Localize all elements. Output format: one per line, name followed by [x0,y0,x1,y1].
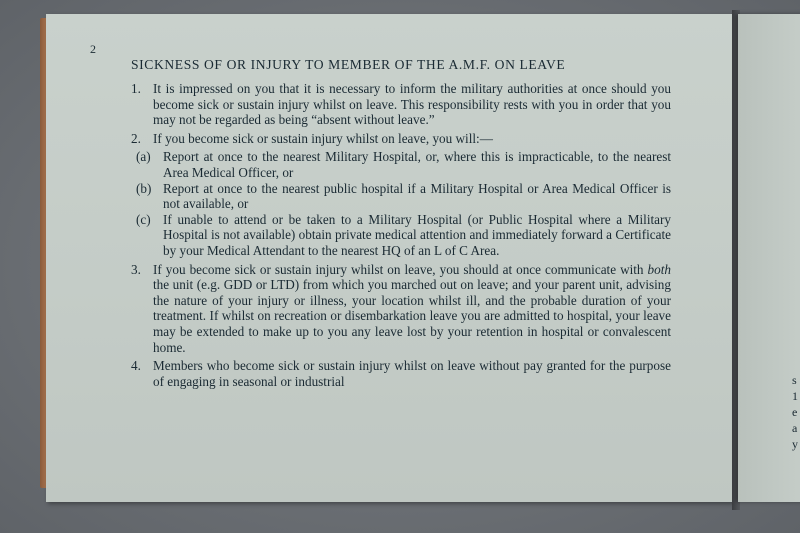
paragraph-3 [131,262,671,356]
paragraph-text-part: If you become sick or sustain injury whilst on leave, you should at once communicate with [153,261,648,277]
paragraph-4 [131,358,671,389]
next-page-edge [738,14,800,502]
next-page-fragment: s [792,373,797,387]
paragraph-number: 2. [131,130,141,146]
subitem-text: Report at once to the nearest public hospital if a Military Hospital or Area Medical Officer is not available, or [163,180,671,212]
paragraph-number: 1. [131,81,141,96]
document-title: SICKNESS OF OR INJURY TO MEMBER OF THE A.M.F. ON LEAVE [131,57,566,72]
next-page-fragment: e [792,405,798,419]
emphasis-text: both [647,261,671,277]
paragraph-text: Members who become sick or sustain injury whilst on leave without pay granted for the purpose of engaging in seasonal or industrial [153,358,671,389]
paragraph-text-part: the unit (e.g. GDD or LTD) from which you marched out on leave; and your parent unit, advising the nature of your injury or illness, your location whilst ill, and the probable duration of your treatment. If whilst on recreation or disembarkation leave you are admitted to hospital, your leave may be extended to make up to you any leave lost by your retention in hospital or convalescent home. [153,277,671,355]
subitem-text: Report at once to the nearest Military Hospital, or, where this is impracticable, to the nearest Area Medical Officer, or [163,149,671,180]
next-page-fragment: a [792,421,798,435]
subitem-b [136,181,671,212]
next-page-fragment: 1 [792,389,798,403]
subitem-text: If unable to attend or be taken to a Military Hospital (or Public Hospital where a Military Hospital is not available) obtain private medical attention and immediately forward a Certificate by your Medical Attendant to the nearest HQ of an L of C Area. [163,211,671,258]
page-number: 2 [90,42,96,56]
subitem-label: (b) [136,180,152,196]
paragraph-text [153,262,671,356]
next-page-fragments [792,372,800,472]
paragraph-number: 4. [131,358,141,374]
next-page-fragment: y [792,437,798,451]
paragraph-2 [131,131,671,147]
subitem-a [136,149,671,180]
document-body [131,81,671,392]
subitem-c [136,212,671,259]
paragraph-1 [131,81,671,128]
subitem-label: (a) [136,149,151,165]
paragraph-number: 3. [131,261,141,277]
paragraph-text: If you become sick or sustain injury whilst on leave, you will:— [153,130,493,146]
subitem-label: (c) [136,211,151,227]
paragraph-text: It is impressed on you that it is necessary to inform the military authorities at once should you become sick or sustain injury whilst on leave. This responsibility rests with you in order that you may not be regarded as being “absent without leave.” [153,81,671,128]
